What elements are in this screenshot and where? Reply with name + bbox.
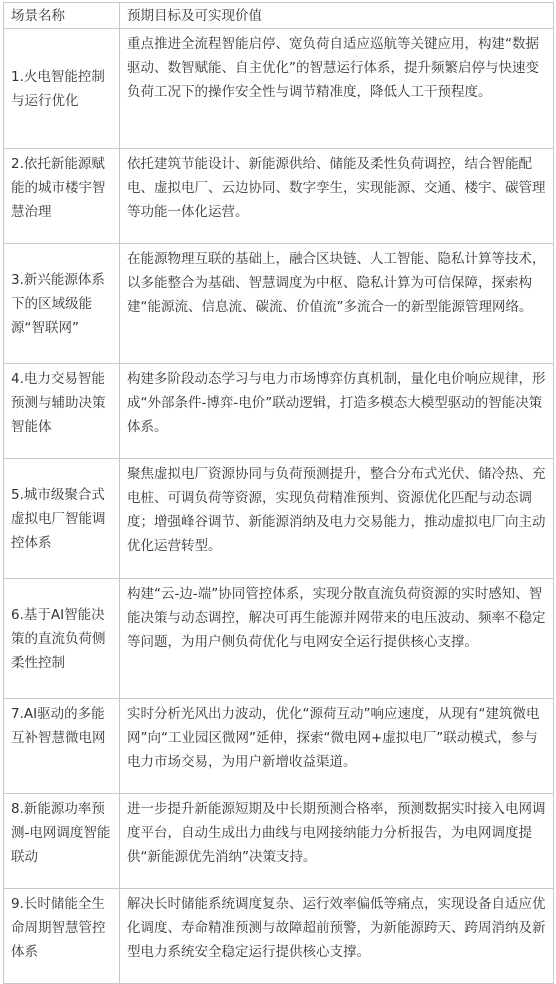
scene-value-cell: 实时分析光风出力波动，优化“源荷互动”响应速度，从现有“建筑微电网”向“工业园区微网”延伸，探索“微电网+虚拟电厂”联动模式，参与电力市场交易，为用户新增收益渠道。 [120, 699, 554, 794]
scene-value-cell: 解决长时储能系统调度复杂、运行效率偏低等痛点，实现设备自适应优化调度、寿命精准预测与故障超前预警，为新能源跨天、跨周消纳及新型电力系统安全稳定运行提供核心支撑。 [120, 889, 554, 984]
scene-value-cell: 聚焦虚拟电厂资源协同与负荷预测提升，整合分布式光伏、储冷热、充电桩、可调负荷等资源，实现负荷精准预判、资源优化匹配与动态调度；增强峰谷调节、新能源消纳及电力交易能力，推动虚拟电厂向主动优化运营转型。 [120, 459, 554, 579]
scene-name-cell: 7.AI驱动的多能互补智慧微电网 [4, 699, 120, 794]
scene-name-cell: 2.依托新能源赋能的城市楼宇智慧治理 [4, 149, 120, 244]
table-row [4, 579, 554, 699]
scene-value-cell: 依托建筑节能设计、新能源供给、储能及柔性负荷调控，结合智能配电、虚拟电厂、云边协同、数字孪生，实现能源、交通、楼宇、碳管理等功能一体化运营。 [120, 149, 554, 244]
scene-name-cell: 8.新能源功率预测-电网调度智能联动 [4, 794, 120, 889]
header-expected-value: 预期目标及可实现价值 [120, 3, 554, 29]
scene-name-cell: 4.电力交易智能预测与辅助决策智能体 [4, 364, 120, 459]
table-row [4, 699, 554, 794]
table-row [4, 244, 554, 364]
table-row [4, 459, 554, 579]
table-row [4, 29, 554, 149]
scene-name-cell: 3.新兴能源体系下的区域级能源“智联网” [4, 244, 120, 364]
table-row [4, 364, 554, 459]
scene-value-cell: 构建“云-边-端”协同管控体系，实现分散直流负荷资源的实时感知、智能决策与动态调控，解决可再生能源并网带来的电压波动、频率不稳定等问题，为用户侧负荷优化与电网安全运行提供核心支撑。 [120, 579, 554, 699]
scene-name-cell: 6.基于AI智能决策的直流负荷侧柔性控制 [4, 579, 120, 699]
table-row [4, 794, 554, 889]
scene-name-cell: 1.火电智能控制与运行优化 [4, 29, 120, 149]
scene-name-cell: 9.长时储能全生命周期智慧管控体系 [4, 889, 120, 984]
scene-value-cell: 重点推进全流程智能启停、宽负荷自适应巡航等关键应用，构建“数据驱动、数智赋能、自主优化”的智慧运行体系，提升频繁启停与快速变负荷工况下的操作安全性与调节精准度，降低人工干预程度。 [120, 29, 554, 149]
scene-value-cell: 构建多阶段动态学习与电力市场博弈仿真机制，量化电价响应规律，形成“外部条件-博弈-电价”联动逻辑，打造多模态大模型驱动的智能决策体系。 [120, 364, 554, 459]
scene-table [3, 2, 554, 984]
scene-value-cell: 在能源物理互联的基础上，融合区块链、人工智能、隐私计算等技术，以多能整合为基础、智慧调度为中枢、隐私计算为可信保障，探索构建“能源流、信息流、碳流、价值流”多流合一的新型能源管理网络。 [120, 244, 554, 364]
scene-value-cell: 进一步提升新能源短期及中长期预测合格率，预测数据实时接入电网调度平台，自动生成出力曲线与电网接纳能力分析报告，为电网调度提供“新能源优先消纳”决策支持。 [120, 794, 554, 889]
table-row [4, 149, 554, 244]
table-header-row [4, 3, 554, 29]
header-scene-name: 场景名称 [4, 3, 120, 29]
scene-name-cell: 5.城市级聚合式虚拟电厂智能调控体系 [4, 459, 120, 579]
table-row [4, 889, 554, 984]
